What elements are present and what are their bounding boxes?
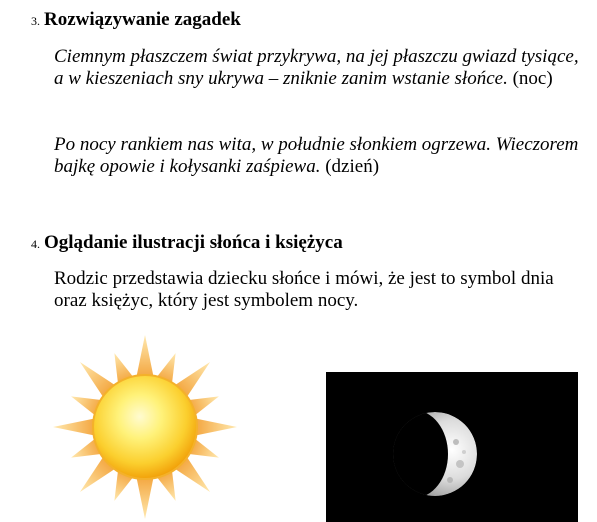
sun-ray — [136, 475, 154, 519]
sun-icon — [50, 332, 240, 522]
sun-ray — [53, 418, 97, 436]
section-4-title: Oglądanie ilustracji słońca i księżyca — [44, 232, 343, 253]
riddle-2-text: Po nocy rankiem nas wita, w południe słonkiem ogrzewa. Wieczorem bajkę opowie i kołysanki zaśpiewa. — [54, 134, 579, 177]
section-3-title: Rozwiązywanie zagadek — [44, 9, 241, 30]
section-3-number: 3. — [31, 14, 40, 28]
sun-ray — [193, 418, 237, 436]
riddle-1 — [54, 46, 590, 90]
riddle-2 — [54, 134, 590, 178]
section-4-number: 4. — [31, 237, 40, 251]
section-4-description: Rodzic przedstawia dziecku słońce i mówi, że jest to symbol dnia oraz księżyc, który jest symbolem nocy. — [54, 268, 554, 311]
sun-ray — [136, 335, 154, 379]
riddle-1-text: Ciemnym płaszczem świat przykrywa, na jej płaszczu gwiazd tysiące, a w kieszeniach sny ukrywa – zniknie zanim wstanie słońce. — [54, 46, 579, 89]
sun-illustration — [50, 332, 240, 522]
moon-icon — [326, 372, 578, 522]
riddle-2-answer: (dzień) — [325, 156, 380, 177]
section-4-heading — [31, 232, 343, 254]
section-3-heading — [31, 9, 241, 31]
riddle-1-answer: (noc) — [512, 68, 553, 89]
moon-photo — [326, 372, 578, 522]
